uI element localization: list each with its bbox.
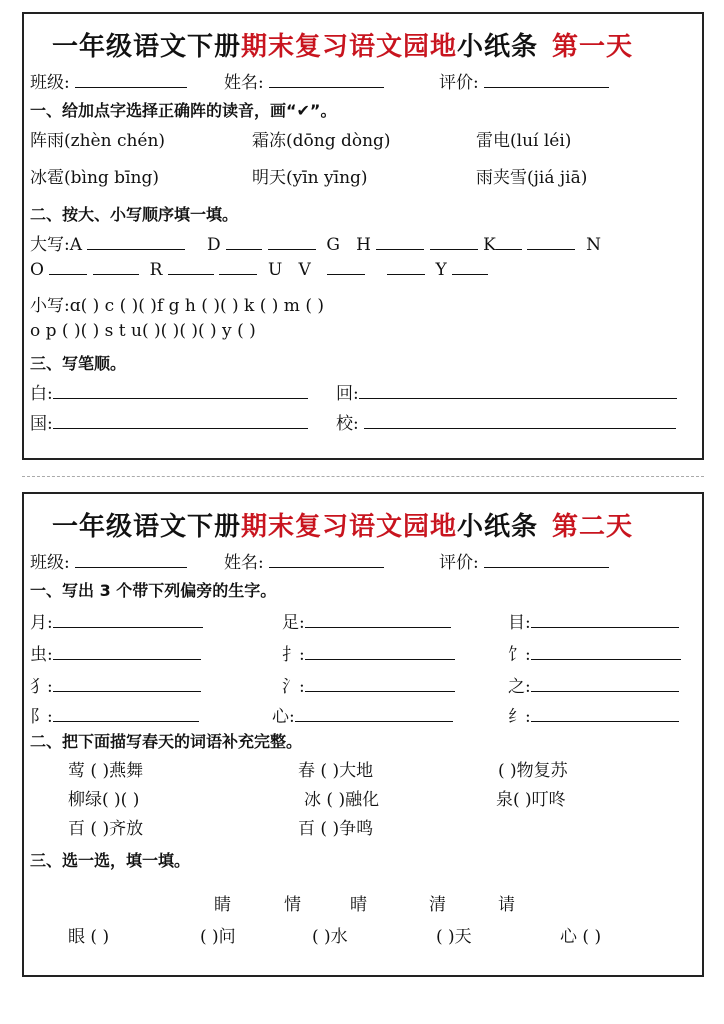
fill-blank[interactable]: 眼 ( ) [68, 927, 110, 947]
stroke-order-field[interactable]: 白: [30, 379, 308, 404]
radical-field[interactable]: 之: [508, 672, 679, 697]
pinyin-item[interactable]: 阵雨(zhèn chén) [30, 131, 166, 151]
choice-char: 清 [429, 895, 446, 915]
worksheet-day-1 [22, 12, 704, 460]
section-3-heading: 三、写笔顺。 [30, 354, 127, 373]
stroke-order-field[interactable]: 国: [30, 409, 308, 434]
radical-field[interactable]: 足: [282, 608, 451, 633]
dashed-divider [22, 476, 704, 477]
class-field[interactable]: 班级: [30, 68, 187, 93]
radical-field[interactable]: 心: [272, 702, 453, 727]
uppercase-row-1: 大写:A D G H K N [30, 235, 601, 255]
radical-field[interactable]: 饣: [508, 640, 681, 665]
radical-field[interactable]: 目: [508, 608, 679, 633]
fill-blank[interactable]: 心 ( ) [560, 927, 602, 947]
radical-field[interactable]: 阝: [30, 702, 199, 727]
radical-field[interactable]: 纟: [508, 702, 679, 727]
section-1-heading: 一、写出 3 个带下列偏旁的生字。 [30, 581, 277, 600]
evaluation-field[interactable]: 评价: [439, 548, 609, 573]
stroke-order-field[interactable]: 校: [336, 409, 676, 434]
section-3-heading: 三、选一选，填一填。 [30, 851, 191, 870]
worksheet-title: 一年级语文下册期末复习语文园地小纸条 第二天 [52, 512, 634, 542]
class-field[interactable]: 班级: [30, 548, 187, 573]
evaluation-field[interactable]: 评价: [439, 68, 609, 93]
radical-field[interactable]: 月: [30, 608, 203, 633]
fill-blank[interactable]: ( )天 [436, 927, 472, 947]
lowercase-row-2[interactable]: o p ( )( ) s t u( )( )( )( ) y ( ) [30, 321, 256, 341]
radical-field[interactable]: 氵: [282, 672, 455, 697]
phrase-blank[interactable]: 柳绿( )( ) [68, 790, 140, 810]
name-field[interactable]: 姓名: [224, 548, 384, 573]
worksheet-day-2 [22, 492, 704, 977]
fill-blank[interactable]: ( )水 [312, 927, 348, 947]
fill-blank[interactable]: ( )问 [200, 927, 236, 947]
uppercase-row-2: O R U V Y [30, 260, 488, 280]
pinyin-item[interactable]: 雷电(luí léi) [476, 131, 572, 151]
name-field[interactable]: 姓名: [224, 68, 384, 93]
pinyin-item[interactable]: 冰雹(bìng bīng) [30, 168, 159, 188]
phrase-blank[interactable]: 冰 ( )融化 [304, 790, 380, 810]
section-1-heading: 一、给加点字选择正确阵的读音，画“✔”。 [30, 101, 337, 120]
section-2-heading: 二、把下面描写春天的词语补充完整。 [30, 732, 303, 751]
worksheet-title: 一年级语文下册期末复习语文园地小纸条 第一天 [52, 32, 634, 62]
pinyin-item[interactable]: 雨夹雪(jiá jiā) [476, 168, 588, 188]
radical-field[interactable]: 犭: [30, 672, 201, 697]
pinyin-item[interactable]: 明天(yīn yīng) [252, 168, 368, 188]
stroke-order-field[interactable]: 回: [336, 379, 677, 404]
lowercase-row-1[interactable]: 小写:ɑ( ) c ( )( )f g h ( )( ) k ( ) m ( ) [30, 296, 324, 316]
phrase-blank[interactable]: 百 ( )争鸣 [298, 819, 374, 839]
phrase-blank[interactable]: 春 ( )大地 [298, 761, 374, 781]
choice-char: 请 [498, 895, 515, 915]
radical-field[interactable]: 扌: [282, 640, 455, 665]
radical-field[interactable]: 虫: [30, 640, 201, 665]
section-2-heading: 二、按大、小写顺序填一填。 [30, 205, 239, 224]
pinyin-item[interactable]: 霜冻(dōng dòng) [252, 131, 391, 151]
choice-char: 情 [284, 895, 301, 915]
phrase-blank[interactable]: ( )物复苏 [498, 761, 568, 781]
choice-char: 睛 [214, 895, 231, 915]
choice-char: 晴 [350, 895, 367, 915]
phrase-blank[interactable]: 泉( )叮咚 [496, 790, 566, 810]
phrase-blank[interactable]: 莺 ( )燕舞 [68, 761, 144, 781]
phrase-blank[interactable]: 百 ( )齐放 [68, 819, 144, 839]
